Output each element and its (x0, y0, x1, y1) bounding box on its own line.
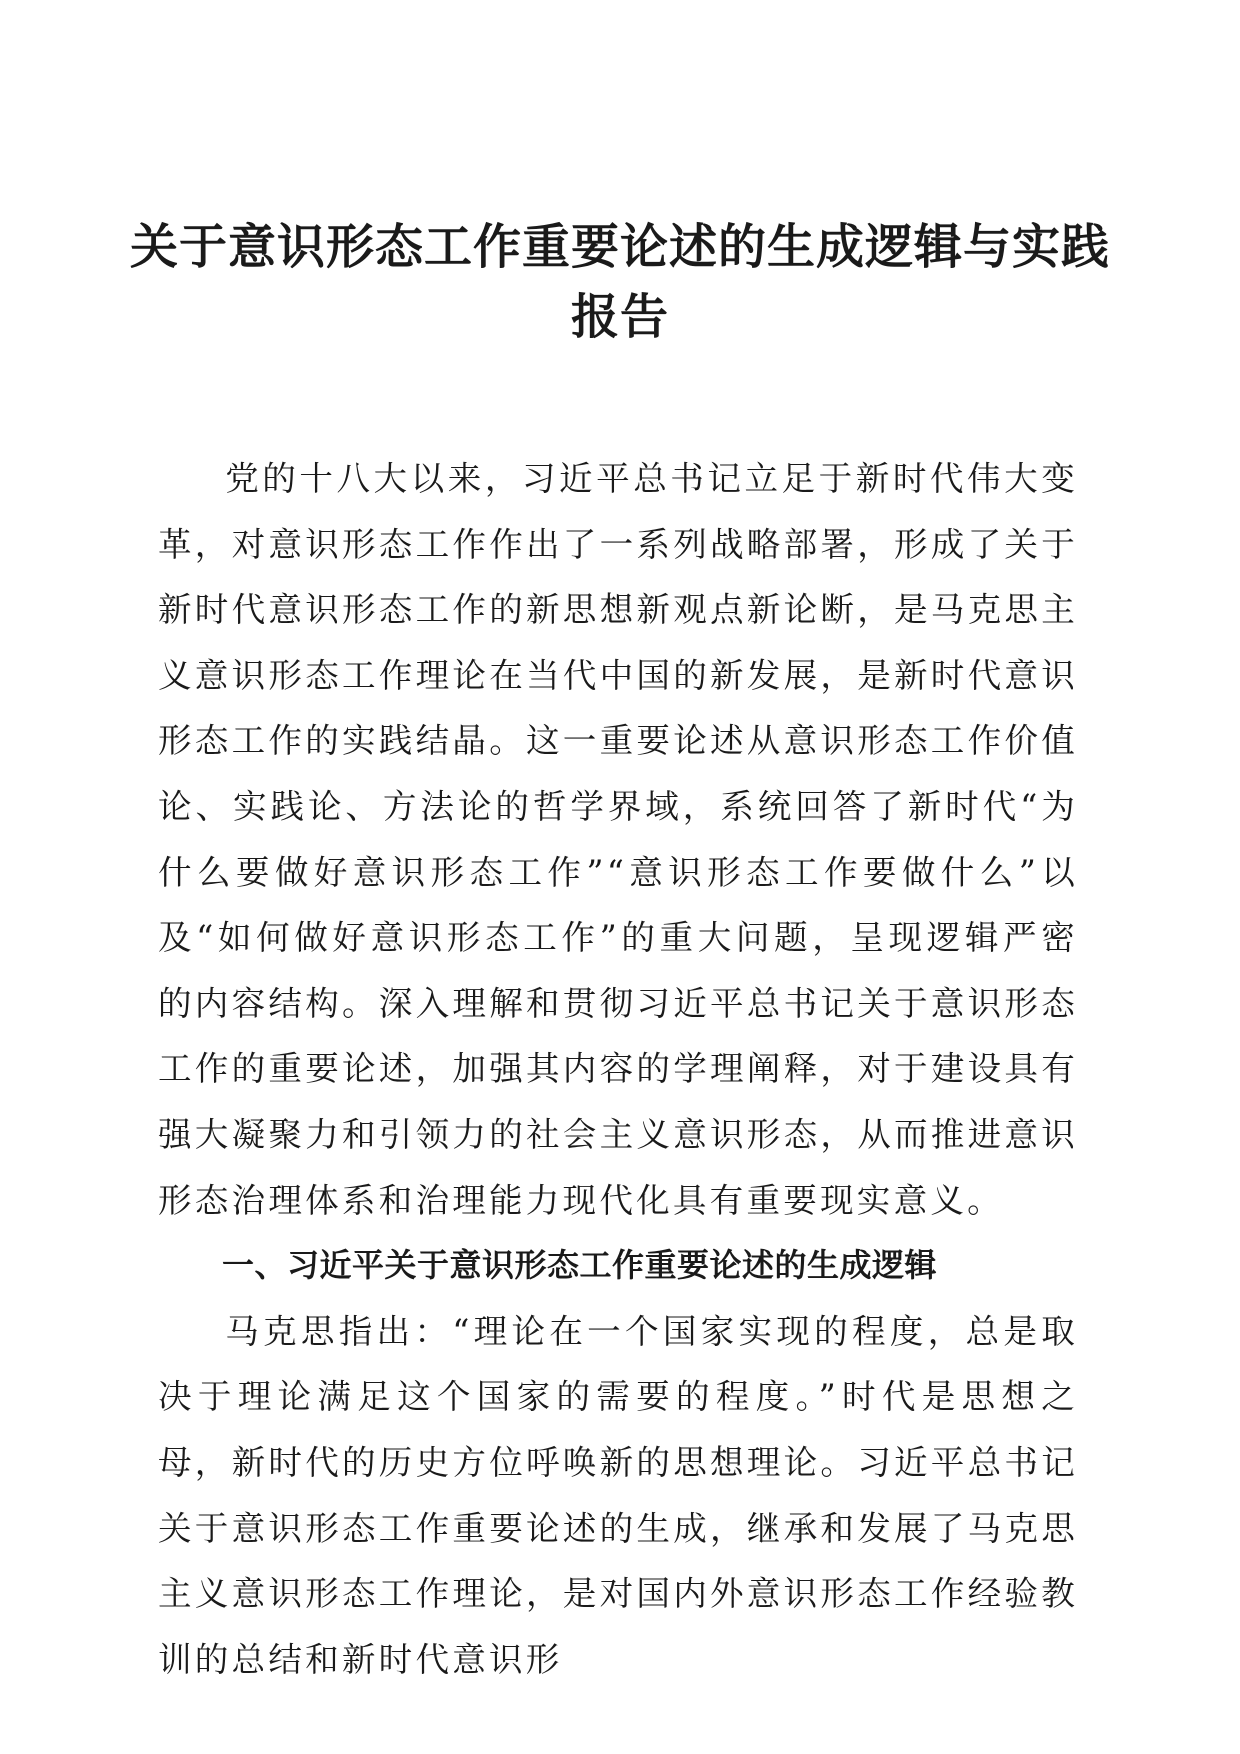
title-line-1: 关于意识形态工作重要论述的生成逻辑与实践 (130, 219, 1111, 275)
intro-paragraph: 党的十八大以来，习近平总书记立足于新时代伟大变革，对意识形态工作作出了一系列战略部署，形成了关于新时代意识形态工作的新思想新观点新论断，是马克思主义意识形态工作理论在当代中国的新发展，是新时代意识形态工作的实践结晶。这一重要论述从意识形态工作价值论、实践论、方法论的哲学界域，系统回答了新时代“为什么要做好意识形态工作”“意识形态工作要做什么”以及“如何做好意识形态工作”的重大问题，呈现逻辑严密的内容结构。深入理解和贯彻习近平总书记关于意识形态工作的重要论述，加强其内容的学理阐释，对于建设具有强大凝聚力和引领力的社会主义意识形态，从而推进意识形态治理体系和治理能力现代化具有重要现实意义。 (158, 459, 1078, 1220)
document-body (158, 446, 1078, 1692)
document-title (130, 212, 1110, 352)
section-heading: 一、习近平关于意识形态工作重要论述的生成逻辑 (222, 1246, 938, 1285)
title-line-2: 报告 (570, 289, 669, 345)
section-paragraph: 马克思指出：“理论在一个国家实现的程度，总是取决于理论满足这个国家的需要的程度。”时代是思想之母，新时代的历史方位呼唤新的思想理论。习近平总书记关于意识形态工作重要论述的生成，继承和发展了马克思主义意识形态工作理论，是对国内外意识形态工作经验教训的总结和新时代意识形 (158, 1311, 1078, 1679)
